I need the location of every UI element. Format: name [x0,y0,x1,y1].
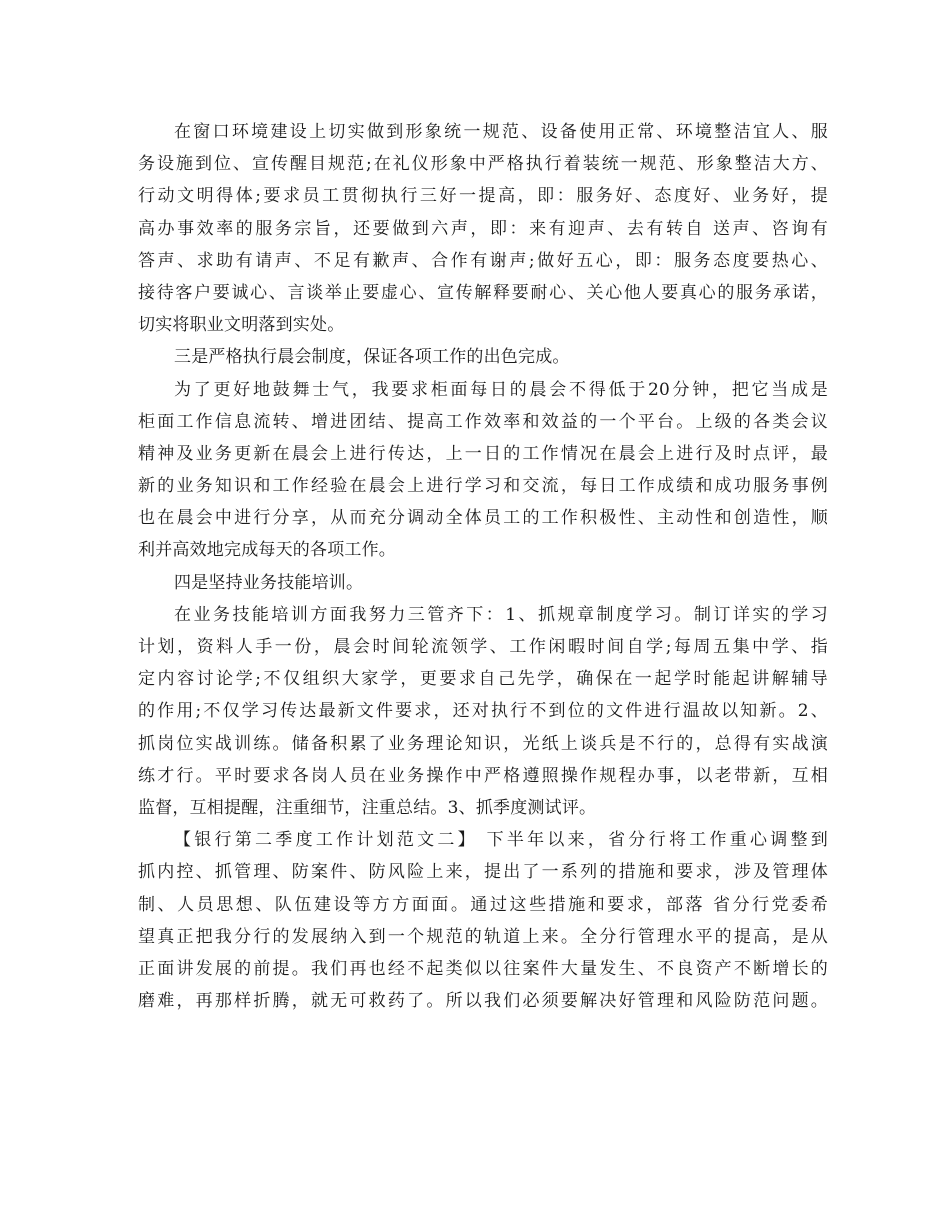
text-line: 为了更好地鼓舞士气，我要求柜面每日的晨会不得低于20分钟，把它当成是 [174,379,828,400]
text-line: 【银行第二季度工作计划范文二】 下半年以来，省分行将工作重心调整到 [174,830,828,851]
text-line: 练才行。平时要求各岗人员在业务操作中严格遵照操作规程办事，以老带新，互相 [138,765,828,786]
text-line: 磨难，再那样折腾，就无可救药了。所以我们必须要解决好管理和风险防范问题。 [138,991,828,1012]
text-line: 在业务技能培训方面我努力三管齐下：1、抓规章制度学习。制订详实的学习 [174,604,828,625]
text-line: 抓岗位实战训练。储备积累了业务理论知识，光纸上谈兵是不行的，总得有实战演 [138,733,828,754]
text-line: 四是坚持业务技能培训。 [174,572,364,593]
text-line: 三是严格执行晨会制度，保证各项工作的出色完成。 [174,347,570,368]
text-line: 制、人员思想、队伍建设等方方面面。通过这些措施和要求，部落 省分行党委希 [138,894,828,915]
text-line: 在窗口环境建设上切实做到形象统一规范、设备使用正常、环境整洁宜人、服 [174,122,828,142]
document-body [138,116,828,1017]
text-line: 务设施到位、宣传醒目规范;在礼仪形象中严格执行着装统一规范、形象整洁大方、 [138,154,828,175]
text-line: 新的业务知识和工作经验在晨会上进行学习和交流，每日工作成绩和成功服务事例 [138,476,828,497]
text-line: 利并高效地完成每天的各项工作。 [138,540,396,561]
text-line: 精神及业务更新在晨会上进行传达，上一日的工作情况在晨会上进行及时点评，最 [138,443,828,464]
text-line: 的作用;不仅学习传达最新文件要求，还对执行不到位的文件进行温故以知新。2、 [138,701,828,722]
text-line: 望真正把我分行的发展纳入到一个规范的轨道上来。全分行管理水平的提高，是从 [138,926,828,947]
text-line: 监督，互相提醒，注重细节，注重总结。3、抓季度测试评。 [138,797,597,818]
text-line: 接待客户要诚心、言谈举止要虚心、宣传解释要耐心、关心他人要真心的服务承诺， [138,282,828,303]
text-line: 高办事效率的服务宗旨，还要做到六声，即：来有迎声、去有转自 送声、咨询有 [138,218,828,239]
text-line: 抓内控、抓管理、防案件、防风险上来，提出了一系列的措施和要求，涉及管理体 [138,862,828,883]
text-line: 定内容讨论学;不仅组织大家学，更要求自己先学，确保在一起学时能起讲解辅导 [138,669,828,690]
text-line: 也在晨会中进行分享，从而充分调动全体员工的工作积极性、主动性和创造性，顺 [138,508,828,529]
text-line: 答声、求助有请声、不足有歉声、合作有谢声;做好五心，即：服务态度要热心、 [138,250,828,271]
text-line: 柜面工作信息流转、增进团结、提高工作效率和效益的一个平台。上级的各类会议 [138,411,828,432]
text-line: 行动文明得体;要求员工贯彻执行三好一提高，即：服务好、态度好、业务好，提 [138,186,828,207]
text-line: 计划，资料人手一份，晨会时间轮流领学、工作闲暇时间自学;每周五集中学、指 [138,637,828,657]
text-line: 切实将职业文明落到实处。 [138,315,345,336]
text-line: 正面讲发展的前提。我们再也经不起类似以往案件大量发生、不良资产不断增长的 [138,958,828,979]
